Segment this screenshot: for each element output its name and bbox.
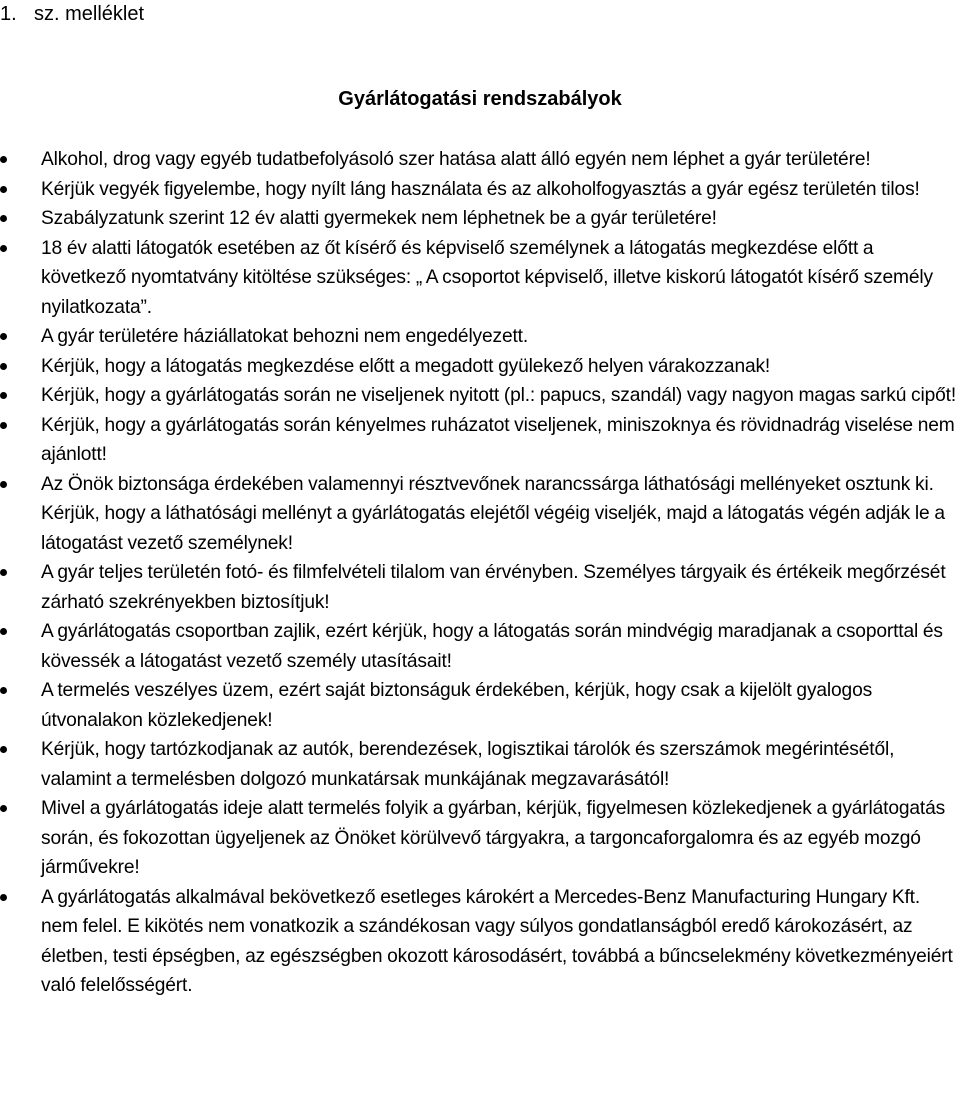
bullet-icon: [0, 333, 7, 340]
rules-list: [0, 145, 960, 1001]
rule-item: [0, 234, 960, 323]
rule-item: [0, 676, 960, 735]
rule-text: A termelés veszélyes üzem, ezért saját biztonságuk érdekében, kérjük, hogy csak a kijelölt gyalogos útvonalakon közlekedjenek!: [41, 680, 873, 731]
bullet-icon: [0, 628, 7, 635]
bullet-icon: [0, 481, 7, 488]
bullet-icon: [0, 363, 7, 370]
rule-item: [0, 558, 960, 617]
rule-item: [0, 470, 960, 559]
bullet-icon: [0, 569, 7, 576]
rule-text: 18 év alatti látogatók esetében az őt kísérő és képviselő személynek a látogatás megkezdése előtt a következő nyomtatvány kitöltése szükséges: „ A csoportot képviselő, illetve kiskorú látogatót kísérő személy nyilatkozata”.: [41, 237, 933, 318]
rule-text: Alkohol, drog vagy egyéb tudatbefolyásoló szer hatása alatt álló egyén nem léphet a gyár területére!: [41, 149, 871, 170]
appendix-header: [0, 0, 144, 28]
rule-text: A gyárlátogatás alkalmával bekövetkező esetleges károkért a Mercedes-Benz Manufacturing Hungary Kft. nem felel. E kikötés nem vonatkozik a szándékosan vagy súlyos gondatlanságból eredő károkozásért, az életben, testi épségben, az egészségben okozott károsodásért, továbbá a bűncselekmény következményeiért való felelősségért.: [41, 886, 953, 996]
rule-text: Kérjük, hogy a látogatás megkezdése előtt a megadott gyülekező helyen várakozzanak!: [41, 355, 771, 377]
rule-text: Mivel a gyárlátogatás ideje alatt termelés folyik a gyárban, kérjük, figyelmesen közlekedjenek a gyárlátogatás során, és fokozottan ügyeljenek az Önöket körülvevő tárgyakra, a targoncaforgalomra és az egyéb mozgó járművekre!: [41, 798, 946, 878]
bullet-icon: [0, 687, 7, 694]
rule-text: Kérjük vegyék figyelembe, hogy nyílt láng használata és az alkoholfogyasztás a gyár egész területén tilos!: [41, 178, 920, 200]
rule-item: [0, 145, 960, 175]
rule-item: [0, 411, 960, 470]
document-title: Gyárlátogatási rendszabályok: [338, 88, 622, 110]
appendix-number: 1.: [0, 3, 17, 25]
rule-item: [0, 735, 960, 794]
rule-text: A gyárlátogatás csoportban zajlik, ezért kérjük, hogy a látogatás során mindvégig maradjanak a csoporttal és kövessék a látogatást vezető személy utasításait!: [41, 621, 943, 672]
rule-item: [0, 322, 960, 352]
rule-item: [0, 175, 960, 205]
rule-text: Kérjük, hogy tartózkodjanak az autók, berendezések, logisztikai tárolók és szerszámok megérintésétől, valamint a termelésben dolgozó munkatársak munkájának megzavarásától!: [41, 739, 895, 790]
rule-text: Az Önök biztonsága érdekében valamennyi résztvevőnek narancssárga láthatósági mellényeket osztunk ki. Kérjük, hogy a láthatósági mellényt a gyárlátogatás elejétől végéig viseljék, majd a látogatás végén adják le a látogatást vezető személynek!: [41, 473, 945, 554]
bullet-icon: [0, 156, 7, 163]
bullet-icon: [0, 245, 7, 252]
rule-item: [0, 204, 960, 234]
rule-text: Kérjük, hogy a gyárlátogatás során kényelmes ruházatot viseljenek, miniszoknya és rövidnadrág viselése nem ajánlott!: [41, 414, 955, 465]
rule-text: Szabályzatunk szerint 12 év alatti gyermekek nem léphetnek be a gyár területére!: [41, 208, 717, 229]
rule-item: [0, 352, 960, 382]
bullet-icon: [0, 422, 7, 429]
rule-item: [0, 794, 960, 883]
bullet-icon: [0, 215, 7, 222]
bullet-icon: [0, 392, 7, 399]
rule-item: [0, 617, 960, 676]
appendix-label: sz. melléklet: [34, 3, 145, 25]
bullet-icon: [0, 746, 7, 753]
rule-text: A gyár teljes területén fotó- és filmfelvételi tilalom van érvényben. Személyes tárgyaik és értékeik megőrzését zárható szekrényekben biztosítjuk!: [41, 562, 946, 613]
bullet-icon: [0, 805, 7, 812]
rule-text: A gyár területére háziállatokat behozni nem engedélyezett.: [41, 326, 529, 347]
rule-item: [0, 381, 960, 411]
rule-text: Kérjük, hogy a gyárlátogatás során ne viseljenek nyitott (pl.: papucs, szandál) vagy nagyon magas sarkú cipőt!: [41, 385, 957, 406]
rule-item: [0, 883, 960, 1001]
bullet-icon: [0, 186, 7, 193]
bullet-icon: [0, 894, 7, 901]
